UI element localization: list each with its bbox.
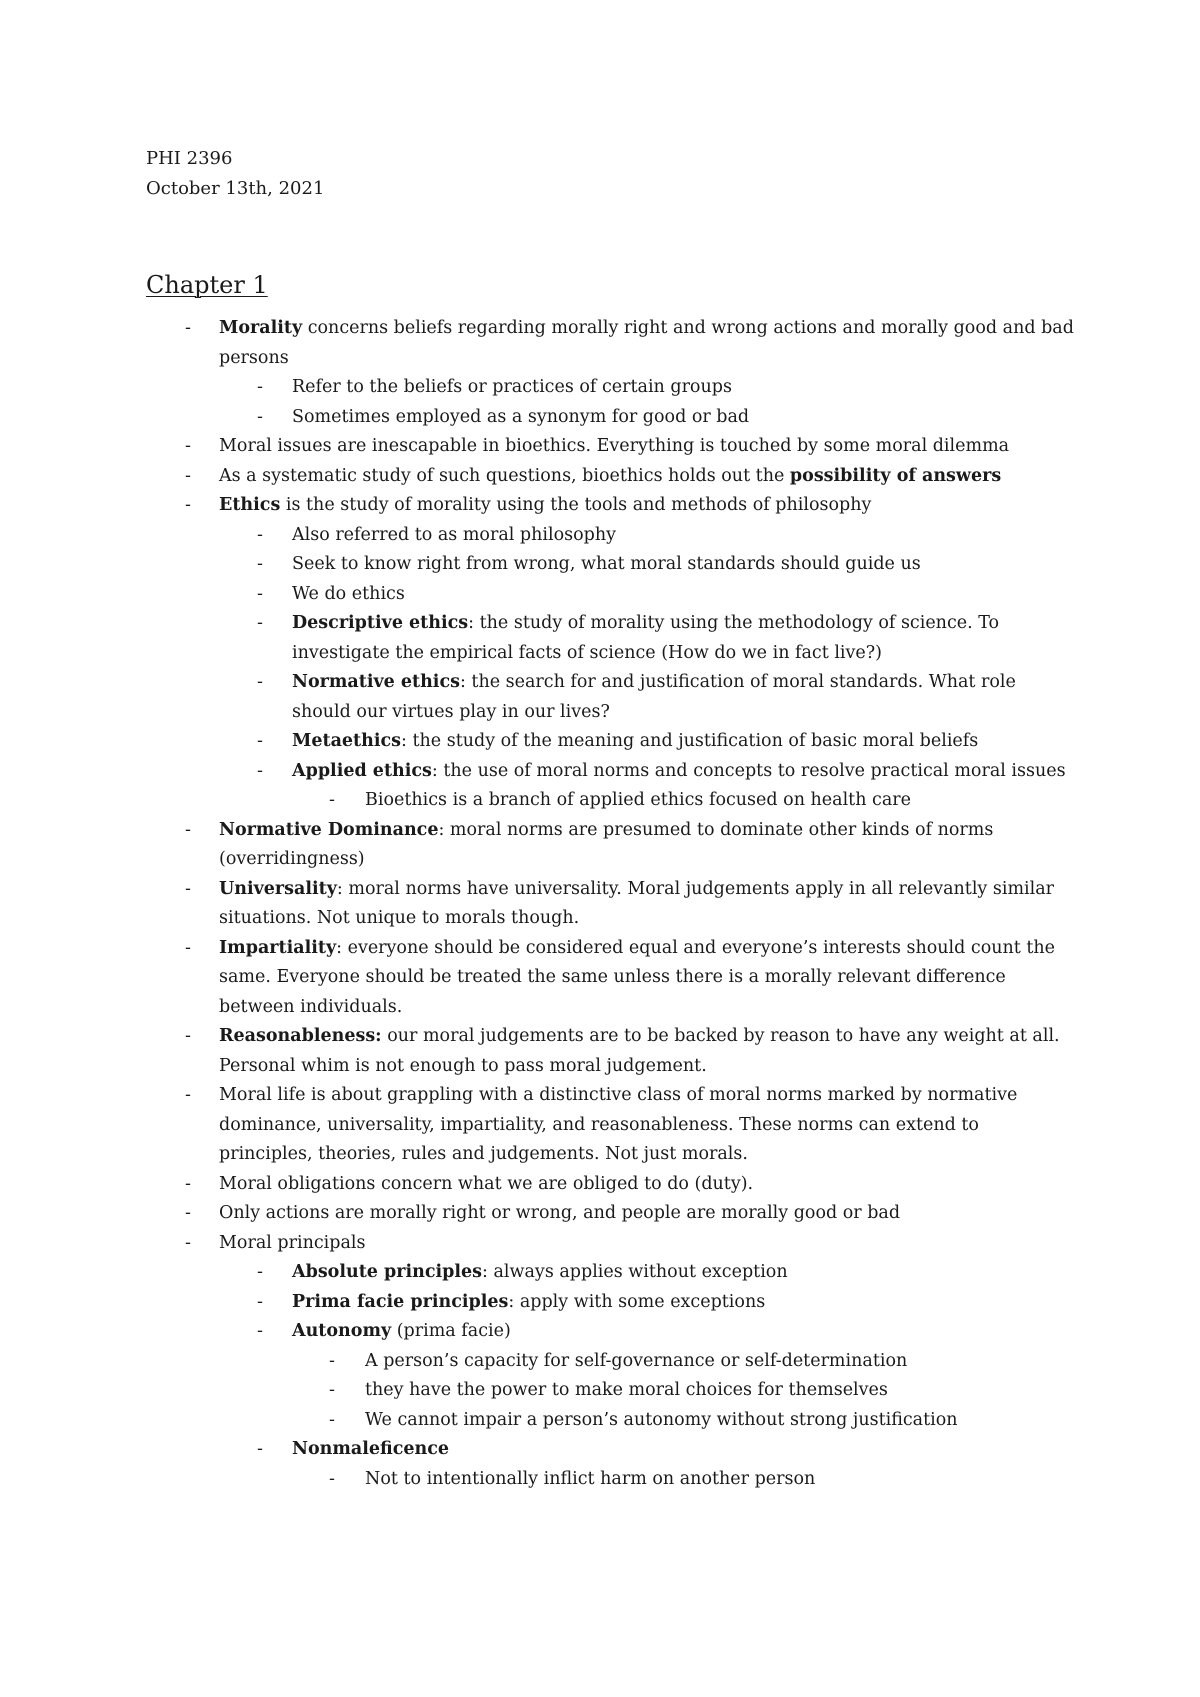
item-text: Not to intentionally inflict harm on another person — [365, 1468, 816, 1489]
item-text: concerns beliefs regarding morally right and wrong actions and morally good and bad persons — [219, 318, 1074, 368]
list-item — [0, 1406, 1074, 1436]
list-item — [0, 1199, 1074, 1229]
item-text: : the use of moral norms and concepts to resolve practical moral issues — [431, 760, 1066, 781]
course-code: PHI 2396 — [146, 148, 233, 169]
item-text: As a systematic study of such questions, bioethics holds out the — [219, 465, 790, 486]
item-text: Refer to the beliefs or practices of certain groups — [292, 377, 732, 397]
item-text: : apply with some exceptions — [508, 1291, 766, 1312]
term: Ethics — [219, 495, 281, 515]
chapter-heading: Chapter 1 — [146, 271, 268, 299]
bullet-dash: - — [329, 1350, 335, 1371]
item-text: Only actions are morally right or wrong, and people are morally good or bad — [219, 1203, 901, 1223]
item-text: : moral norms are presumed to dominate other kinds of norms (overridingness) — [219, 819, 994, 869]
term: Reasonableness: — [219, 1026, 382, 1046]
list-item — [0, 1465, 1074, 1495]
bullet-dash: - — [257, 1262, 263, 1282]
item-text: We do ethics — [292, 583, 405, 604]
list-item — [0, 1435, 1074, 1465]
bullet-dash: - — [185, 1203, 191, 1223]
list-item — [0, 609, 1074, 668]
bullet-dash: - — [257, 1321, 263, 1341]
list-item — [0, 550, 1074, 580]
item-text: Sometimes employed as a synonym for good or bad — [292, 406, 750, 427]
item-text: Moral issues are inescapable in bioethics. Everything is touched by some moral dilemma — [219, 436, 1010, 456]
list-item — [0, 1022, 1074, 1081]
bullet-dash: - — [257, 613, 263, 633]
bullet-dash: - — [185, 495, 191, 515]
bullet-dash: - — [257, 377, 263, 397]
bullet-dash: - — [257, 731, 263, 751]
list-item — [0, 1317, 1074, 1347]
item-text: We cannot impair a person’s autonomy without strong justification — [365, 1409, 958, 1430]
item-text: Also referred to as moral philosophy — [292, 524, 616, 545]
bullet-dash: - — [257, 583, 263, 604]
bullet-dash: - — [185, 1026, 191, 1046]
bullet-dash: - — [185, 318, 191, 338]
bullet-dash: - — [257, 760, 263, 781]
term: Descriptive ethics — [292, 613, 469, 633]
bullet-dash: - — [185, 1173, 191, 1194]
list-item — [0, 727, 1074, 757]
item-text: our moral judgements are to be backed by reason to have any weight at all. Personal whim is not enough to pass moral judgement. — [219, 1026, 1060, 1076]
list-item — [0, 1258, 1074, 1288]
item-text: (prima facie) — [391, 1321, 511, 1341]
list-item — [0, 491, 1074, 521]
bullet-dash: - — [329, 1409, 335, 1430]
bullet-dash: - — [185, 1232, 191, 1253]
list-item — [0, 786, 1074, 816]
item-text: : everyone should be considered equal and everyone’s interests should count the same. Everyone should be treated the same unless there is a morally relevant difference between individuals. — [219, 937, 1056, 1017]
notes-list — [0, 314, 1200, 1494]
bullet-dash: - — [329, 1468, 335, 1489]
item-text: : moral norms have universality. Moral judgements apply in all relevantly similar situations. Not unique to morals though. — [219, 878, 1055, 928]
list-item — [0, 668, 1074, 727]
list-item — [0, 521, 1074, 551]
term: Universality — [219, 878, 337, 899]
bullet-dash: - — [329, 1380, 335, 1400]
bullet-dash: - — [257, 406, 263, 427]
bullet-dash: - — [329, 790, 335, 810]
term: Normative ethics — [292, 672, 460, 692]
term: Applied ethics — [292, 760, 432, 781]
list-item — [0, 1170, 1074, 1200]
list-item — [0, 462, 1074, 492]
bullet-dash: - — [257, 554, 263, 574]
item-text: : always applies without exception — [482, 1262, 788, 1282]
term: Metaethics — [292, 731, 402, 751]
term: Autonomy — [292, 1321, 392, 1341]
document-header — [146, 144, 324, 204]
list-item — [0, 934, 1074, 1023]
bullet-dash: - — [185, 1085, 191, 1105]
bullet-dash: - — [185, 937, 191, 958]
bullet-dash: - — [185, 878, 191, 899]
list-item — [0, 875, 1074, 934]
term: Normative Dominance — [219, 819, 439, 840]
item-text: is the study of morality using the tools and methods of philosophy — [280, 495, 872, 515]
list-item — [0, 1081, 1074, 1170]
list-item — [0, 816, 1074, 875]
item-text: Bioethics is a branch of applied ethics focused on health care — [365, 790, 912, 810]
list-item — [0, 432, 1074, 462]
list-item — [0, 757, 1074, 787]
list-item — [0, 1288, 1074, 1318]
term: Impartiality — [219, 937, 337, 958]
note-date: October 13th, 2021 — [146, 178, 325, 199]
term: possibility of answers — [789, 465, 1002, 486]
list-item — [0, 1376, 1074, 1406]
item-text: Moral principals — [219, 1232, 366, 1253]
list-item — [0, 403, 1074, 433]
item-text: they have the power to make moral choices for themselves — [365, 1380, 888, 1400]
term: Morality — [219, 318, 303, 338]
list-item — [0, 373, 1074, 403]
bullet-dash: - — [257, 524, 263, 545]
term: Prima facie principles — [292, 1291, 509, 1312]
list-item — [0, 580, 1074, 610]
list-item — [0, 1347, 1074, 1377]
bullet-dash: - — [257, 1291, 263, 1312]
bullet-dash: - — [257, 672, 263, 692]
item-text: : the study of the meaning and justification of basic moral beliefs — [401, 731, 979, 751]
item-text: Moral obligations concern what we are obliged to do (duty). — [219, 1173, 754, 1194]
bullet-dash: - — [257, 1439, 263, 1459]
item-text: : the study of morality using the methodology of science. To investigate the empirical facts of science (How do we in fact live?) — [292, 613, 1000, 663]
term: Absolute principles — [292, 1262, 483, 1282]
bullet-dash: - — [185, 465, 191, 486]
bullet-dash: - — [185, 436, 191, 456]
item-text: : the search for and justification of moral standards. What role should our virtues play in our lives? — [292, 672, 1016, 722]
term: Nonmaleficence — [292, 1439, 450, 1459]
list-item — [0, 314, 1074, 373]
item-text: Seek to know right from wrong, what moral standards should guide us — [292, 554, 921, 574]
item-text: A person’s capacity for self-governance or self-determination — [365, 1350, 908, 1371]
bullet-dash: - — [185, 819, 191, 840]
item-text: Moral life is about grappling with a distinctive class of moral norms marked by normative dominance, universality, impartiality, and reasonableness. These norms can extend to principles, theories, rules and judgements. Not just morals. — [219, 1085, 1018, 1164]
list-item — [0, 1229, 1074, 1259]
